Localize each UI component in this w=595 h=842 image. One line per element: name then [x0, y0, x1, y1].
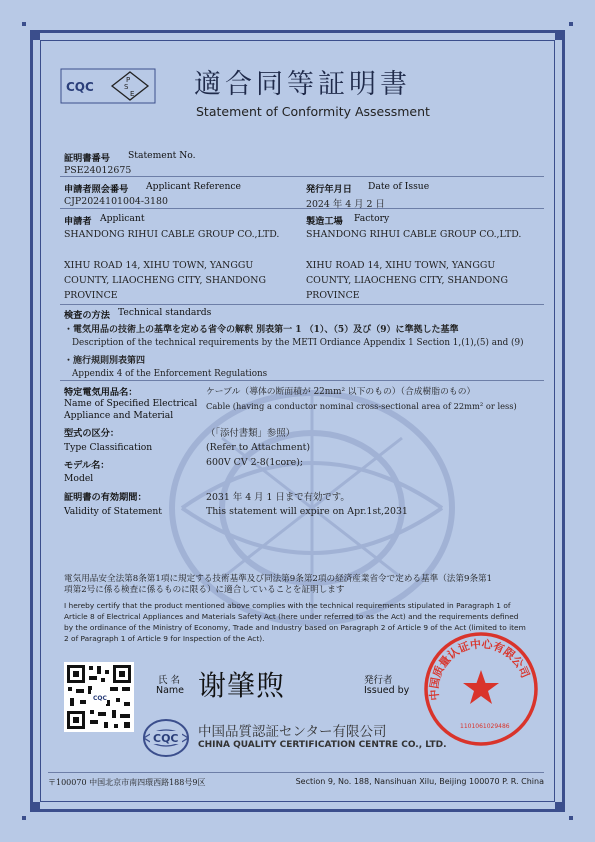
corner-ornament: [555, 30, 565, 40]
divider: [60, 304, 544, 305]
applicant-name: SHANDONG RIHUI CABLE GROUP CO.,LTD.: [64, 229, 280, 240]
corner-ornament: [22, 816, 26, 820]
validity-value-jp: 2031 年 4 月 1 日まで有効です。: [206, 492, 350, 503]
pse-letter: E: [130, 90, 135, 98]
model-label-en: Model: [64, 473, 94, 484]
issuer-label-jp: 発行者: [364, 675, 393, 686]
certify-line: 2 of Paragraph 1 of Article 9 for Inspection of the Act).: [64, 634, 265, 643]
corner-ornament: [569, 22, 573, 26]
issuer-org-name-cn: 中国品質認証センター有限公司: [198, 724, 387, 740]
corner-ornament: [555, 802, 565, 812]
factory-name: SHANDONG RIHUI CABLE GROUP CO.,LTD.: [306, 229, 522, 240]
product-label-jp: 特定電気用品名：: [64, 387, 138, 398]
divider: [48, 772, 544, 773]
certify-line: 項第2号に係る検査に係るものに限る）に適合していることを証明します: [64, 585, 345, 595]
product-label-en: Appliance and Material: [64, 410, 174, 421]
standards-item1-jp: ・電気用品の技術上の基準を定める省令の解釈 別表第一 1 （1）、（5）及び（9）に準拠した基準: [64, 325, 459, 335]
signer-label-jp: 氏 名: [158, 675, 181, 686]
factory-label-jp: 製造工場: [306, 216, 343, 227]
type-class-value-en: (Refer to Attachment): [206, 442, 311, 453]
certificate-content: [48, 48, 544, 790]
issuer-org-name-en: CHINA QUALITY CERTIFICATION CENTRE CO., LTD.: [198, 740, 447, 750]
type-class-label-en: Type Classification: [64, 442, 153, 453]
issuer-label-en: Issued by: [364, 685, 410, 696]
standards-item2-jp: ・施行規則別表第四: [64, 356, 146, 366]
statement-no-label-jp: 証明書番号: [64, 153, 110, 164]
address-en: Section 9, No. 188, Nansihuan Xilu, Beijing 100070 P. R. China: [295, 777, 544, 786]
certify-text-jp: [64, 574, 542, 596]
qr-code-icon: [64, 662, 134, 732]
statement-no-label-en: Statement No.: [128, 150, 196, 161]
product-value-en: Cable (having a conductor nominal cross-sectional area of 22mm² or less): [206, 401, 517, 411]
divider: [60, 380, 544, 381]
pse-letter: S: [124, 83, 129, 91]
cqc-footer-logo: [142, 718, 190, 758]
applicant-ref-label-jp: 申請者照会番号: [64, 184, 129, 195]
applicant-address-line: XIHU ROAD 14, XIHU TOWN, YANGGU: [64, 260, 254, 271]
factory-label-en: Factory: [354, 213, 390, 224]
cqc-logo-text: CQC: [66, 80, 94, 94]
seal-number: 1101061029486: [460, 723, 510, 730]
model-value: 600V CV 2-8(1core);: [206, 457, 304, 468]
standards-item1-en: Description of the technical requirements by the METI Ordiance Appendix 1 Section 1,(1),(5) and (9): [72, 338, 524, 348]
divider: [60, 176, 544, 177]
issue-date-label-jp: 発行年月日: [306, 184, 352, 195]
type-class-value-jp: （「添付書類」参照）: [206, 428, 296, 439]
divider: [60, 208, 544, 209]
applicant-label-en: Applicant: [100, 213, 145, 224]
validity-label-jp: 証明書の有効期間：: [64, 492, 147, 503]
product-value-jp: ケーブル（導体の断面積が 22mm² 以下のもの）（合成樹脂のもの）: [206, 387, 476, 397]
applicant-ref-value: CJP2024101004-3180: [64, 196, 168, 207]
document-subtitle: Statement of Conformity Assessment: [196, 104, 430, 119]
standards-label-jp: 検査の方法: [64, 310, 110, 321]
signer-label-en: Name: [156, 685, 185, 696]
certify-line: by the ordinance of the Ministry of Economy, Trade and Industry based on Paragraph 2 of Article 9 of the Act (limited to item: [64, 623, 526, 632]
address-cn: 〒100070 中国北京市南四環西路188号9区: [48, 778, 206, 787]
official-seal-icon: [422, 630, 540, 748]
certify-line: 電気用品安全法第8条第1項に規定する技術基準及び同法第9条第2項の経済産業省令で定める基準（法第9条第1: [64, 574, 493, 584]
factory-address-line: XIHU ROAD 14, XIHU TOWN, YANGGU: [306, 260, 496, 271]
issue-date-label-en: Date of Issue: [368, 181, 430, 192]
issue-date-value: 2024 年 4 月 2 日: [306, 199, 385, 210]
standards-item2-en: Appendix 4 of the Enforcement Regulations: [72, 369, 268, 379]
corner-ornament: [30, 30, 40, 40]
footer-logo-text: CQC: [153, 732, 179, 745]
applicant-label-jp: 申請者: [64, 216, 92, 227]
corner-ornament: [30, 802, 40, 812]
validity-label-en: Validity of Statement: [64, 506, 162, 517]
certify-line: I hereby certify that the product mentioned above complies with the technical requirements stipulated in Paragraph 1 of: [64, 601, 511, 610]
type-class-label-jp: 型式の区分：: [64, 428, 120, 439]
applicant-ref-label-en: Applicant Reference: [146, 181, 241, 192]
signature: 谢肇煦: [198, 669, 286, 702]
pse-letter: P: [126, 76, 131, 84]
seal-text: 中国质量认证中心有限公司: [427, 637, 532, 702]
factory-address-line: PROVINCE: [306, 290, 360, 301]
qr-center-logo: CQC: [93, 695, 107, 702]
cqc-pse-logo: [60, 68, 156, 104]
validity-value-en: This statement will expire on Apr.1st,2031: [206, 506, 408, 517]
corner-ornament: [569, 816, 573, 820]
model-label-jp: モデル名：: [64, 460, 110, 471]
certify-line: Article 8 of Electrical Appliances and Materials Safety Act (here under referred to as the Act) and the requirements defined: [64, 612, 519, 621]
factory-address-line: COUNTY, LIAOCHENG CITY, SHANDONG: [306, 275, 508, 286]
standards-label-en: Technical standards: [118, 307, 212, 318]
applicant-address-line: PROVINCE: [64, 290, 118, 301]
product-label-en: Name of Specified Electrical: [64, 398, 198, 409]
document-title: 適合同等証明書: [194, 69, 411, 100]
corner-ornament: [22, 22, 26, 26]
applicant-address-line: COUNTY, LIAOCHENG CITY, SHANDONG: [64, 275, 266, 286]
statement-no-value: PSE24012675: [64, 165, 132, 176]
